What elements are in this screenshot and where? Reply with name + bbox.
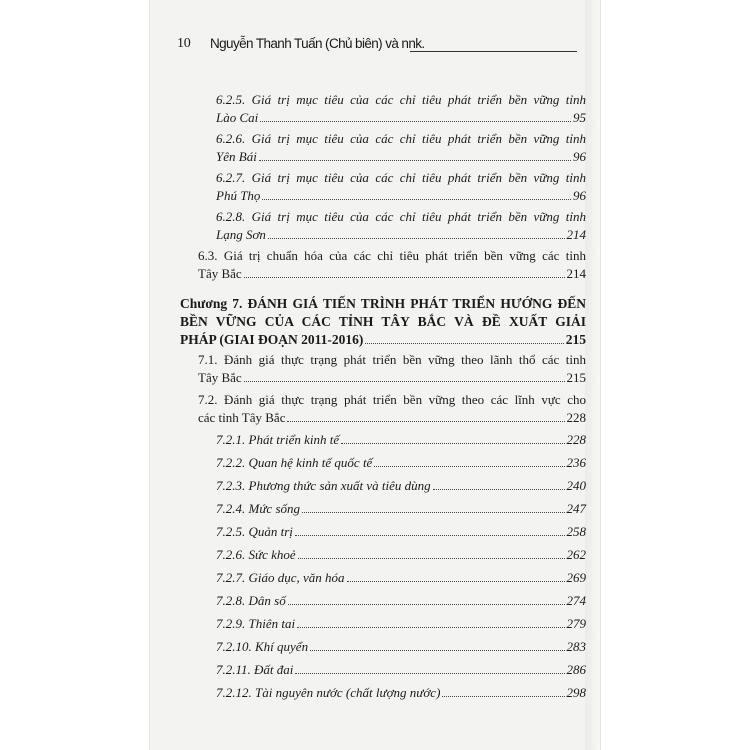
dot-leader <box>295 672 564 674</box>
chapter-heading <box>180 295 586 349</box>
toc-page: 96 <box>573 149 586 164</box>
dot-leader <box>260 120 571 122</box>
toc-page: 214 <box>566 227 586 242</box>
toc-entry-line2: Yên Bái <box>216 149 257 164</box>
toc-entry-line1: 6.2.6. Giá trị mục tiêu của các chỉ tiêu phát triển bền vững tỉnh <box>216 131 586 146</box>
dot-leader <box>244 276 565 278</box>
toc-entry <box>216 569 586 587</box>
toc-entry-line1: 6.2.8. Giá trị mục tiêu của các chỉ tiêu phát triển bền vững tỉnh <box>216 209 586 224</box>
toc-entry <box>216 169 586 205</box>
toc-entry-title: 7.2.12. Tài nguyên nước (chất lượng nước) <box>216 685 441 700</box>
toc-entry <box>216 208 586 244</box>
toc-entry <box>216 546 586 564</box>
toc-entry <box>216 592 586 610</box>
toc-entry-title: 7.2.11. Đất đai <box>216 662 294 677</box>
toc-entry <box>198 391 586 427</box>
toc-entry-line2: Lạng Sơn <box>216 227 266 242</box>
dot-leader <box>268 237 565 239</box>
toc-entry-title: 7.2.3. Phương thức sản xuất và tiêu dùng <box>216 478 431 493</box>
toc-entry <box>216 477 586 495</box>
toc-page: 258 <box>566 524 586 539</box>
dot-leader <box>374 465 564 467</box>
toc-entry-title: 7.2.7. Giáo dục, văn hóa <box>216 570 345 585</box>
toc-page: 279 <box>566 616 586 631</box>
toc-page: 215 <box>566 370 586 385</box>
dot-leader <box>433 488 565 490</box>
toc-page: 236 <box>566 455 586 470</box>
dot-leader <box>259 159 571 161</box>
dot-leader <box>287 420 564 422</box>
toc-entry-line2: Tây Bắc <box>198 370 242 385</box>
toc-entry <box>216 684 586 702</box>
dot-leader <box>297 626 564 628</box>
page-edge <box>585 0 600 750</box>
toc-entry <box>216 523 586 541</box>
dot-leader <box>302 511 565 513</box>
toc-page: 228 <box>566 410 586 425</box>
toc-entry <box>216 615 586 633</box>
toc-entry <box>216 661 586 679</box>
toc-entry-line2: Phú Thọ <box>216 188 261 203</box>
toc-entry <box>216 91 586 127</box>
toc-page: 269 <box>566 570 586 585</box>
chapter-line1: Chương 7. ĐÁNH GIÁ TIẾN TRÌNH PHÁT TRIỂN HƯỚNG ĐẾN <box>180 296 586 311</box>
dot-leader <box>298 557 565 559</box>
page-number: 10 <box>177 36 191 51</box>
toc-page: 215 <box>565 332 586 347</box>
header-author: Nguyễn Thanh Tuấn (Chủ biên) và nnk. <box>210 36 425 51</box>
chapter-line3: PHÁP (GIAI ĐOẠN 2011-2016) <box>180 332 364 347</box>
dot-leader <box>365 342 563 344</box>
toc-entry <box>216 130 586 166</box>
toc-page: 95 <box>573 110 586 125</box>
toc-entry-line1: 6.2.5. Giá trị mục tiêu của các chỉ tiêu phát triển bền vững tỉnh <box>216 92 586 107</box>
toc-page: 283 <box>566 639 586 654</box>
chapter-line2: BỀN VỮNG CỦA CÁC TỈNH TÂY BẮC VÀ ĐỀ XUẤT GIẢI <box>180 314 586 329</box>
toc-entry <box>216 454 586 472</box>
header-rule <box>410 51 577 52</box>
toc-entry-title: 7.2.6. Sức khoẻ <box>216 547 296 562</box>
toc-page: 96 <box>573 188 586 203</box>
dot-leader <box>442 695 564 697</box>
toc-page: 274 <box>566 593 586 608</box>
toc-page: 214 <box>566 266 586 281</box>
toc-entry-title: 7.2.5. Quản trị <box>216 524 293 539</box>
toc-page: 298 <box>566 685 586 700</box>
toc-entry-title: 7.2.10. Khí quyển <box>216 639 309 654</box>
toc-page: 228 <box>566 432 586 447</box>
toc-page: 247 <box>566 501 586 516</box>
toc-entry-title: 7.2.1. Phát triển kinh tế <box>216 432 340 447</box>
toc-page: 286 <box>566 662 586 677</box>
dot-leader <box>262 198 571 200</box>
toc-entry <box>216 500 586 518</box>
toc-entry <box>198 247 586 283</box>
toc-entry-line1: 7.1. Đánh giá thực trạng phát triển bền vững theo lãnh thổ các tỉnh <box>198 352 586 367</box>
dot-leader <box>341 442 564 444</box>
toc-entry <box>198 351 586 387</box>
toc-entry-line2: các tỉnh Tây Bắc <box>198 410 286 425</box>
toc-entry-title: 7.2.2. Quan hệ kinh tế quốc tế <box>216 455 373 470</box>
toc-entry-title: 7.2.9. Thiên tai <box>216 616 296 631</box>
toc-entry-line2: Lào Cai <box>216 110 259 125</box>
toc-page: 240 <box>566 478 586 493</box>
toc-entry-title: 7.2.8. Dân số <box>216 593 286 608</box>
toc-entry-title: 7.2.4. Mức sống <box>216 501 300 516</box>
dot-leader <box>244 380 565 382</box>
toc-entry <box>216 431 586 449</box>
dot-leader <box>347 580 565 582</box>
dot-leader <box>310 649 564 651</box>
toc-page: 262 <box>566 547 586 562</box>
toc-entry-line2: Tây Bắc <box>198 266 242 281</box>
dot-leader <box>295 534 565 536</box>
toc-entry-line1: 7.2. Đánh giá thực trạng phát triển bền vững theo các lĩnh vực cho <box>198 392 586 407</box>
toc-entry-line1: 6.3. Giá trị chuẩn hóa của các chỉ tiêu phát triển bền vững các tỉnh <box>198 248 586 263</box>
toc-entry-line1: 6.2.7. Giá trị mục tiêu của các chỉ tiêu phát triển bền vững tỉnh <box>216 170 586 185</box>
toc-entry <box>216 638 586 656</box>
running-header <box>177 36 587 56</box>
dot-leader <box>288 603 565 605</box>
